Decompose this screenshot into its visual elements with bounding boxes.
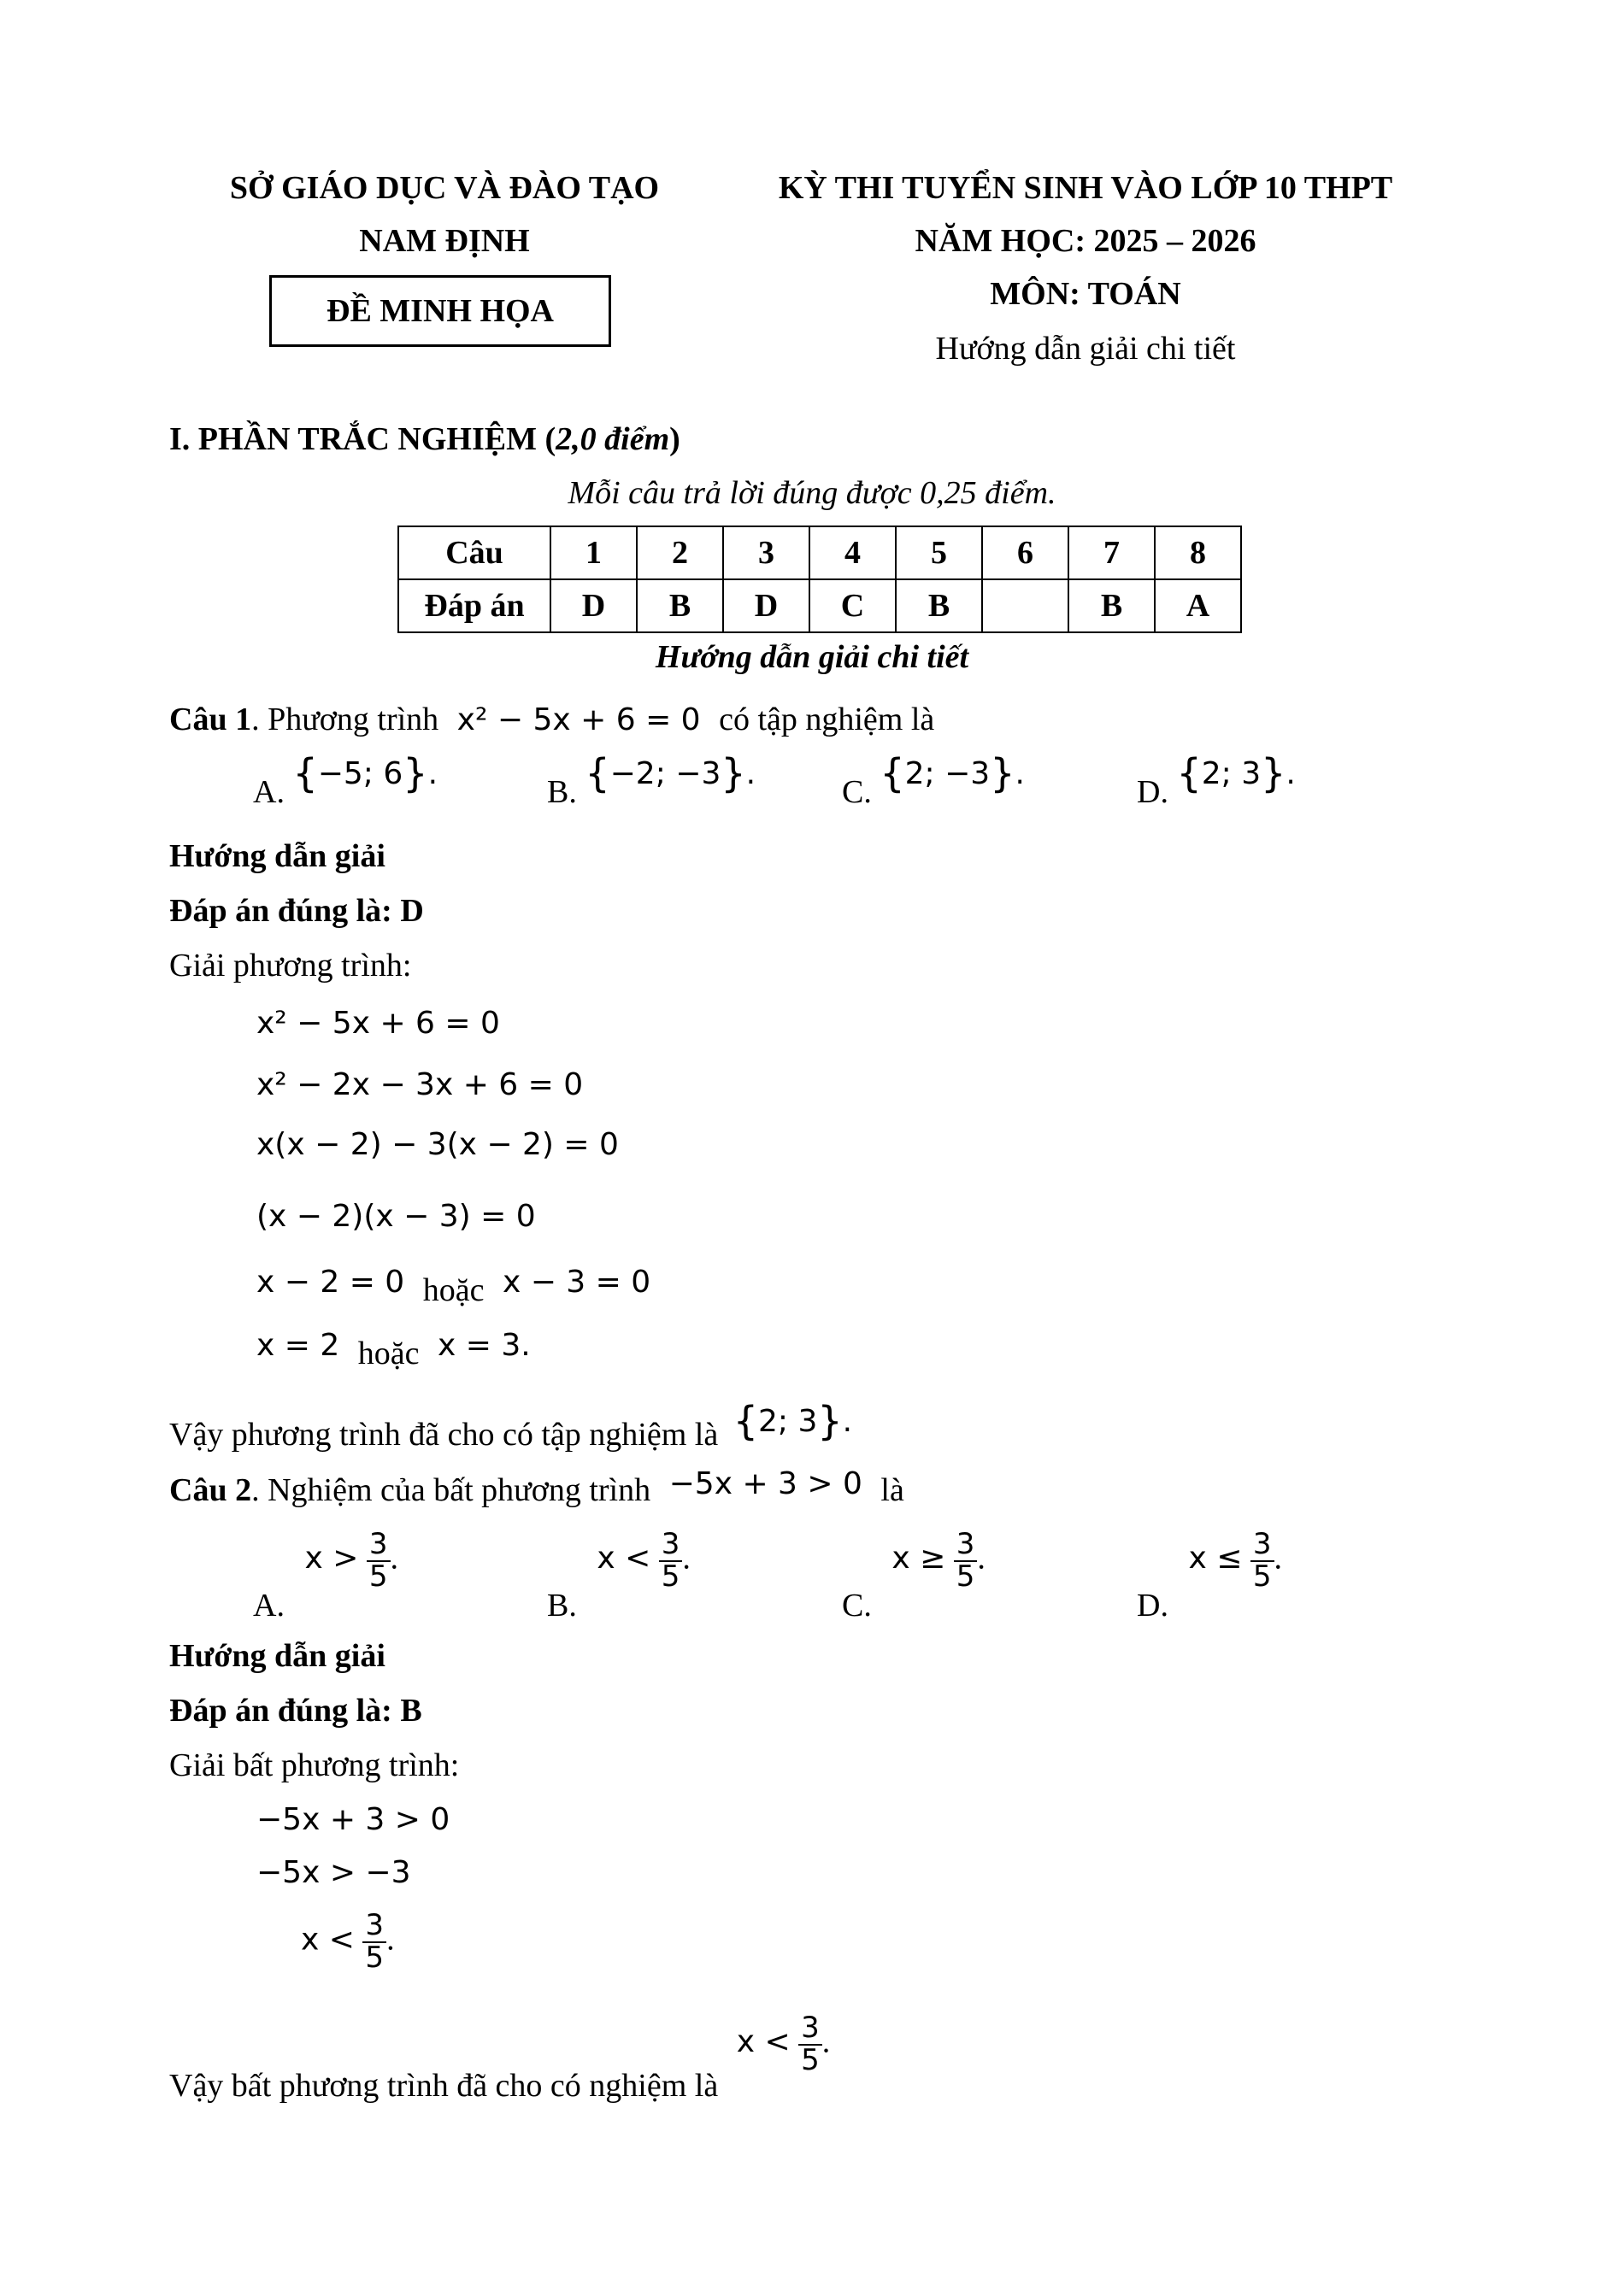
fraction-denominator: 5 — [368, 1559, 388, 1594]
option-b: B. {−2; −3}. — [547, 750, 756, 810]
math-expression: x = 3. — [438, 1328, 531, 1363]
answer-cell: B — [1068, 579, 1155, 632]
fraction-numerator: 3 — [798, 2013, 822, 2046]
conclusion: Vậy phương trình đã cho có tập nghiệm là {2; 3}. — [169, 1398, 853, 1453]
question-number: 4 — [809, 526, 896, 579]
question-number: 1 — [550, 526, 637, 579]
fraction-numerator: 3 — [367, 1530, 391, 1562]
conclusion-text: Vậy bất phương trình đã cho có nghiệm là — [169, 2068, 719, 2105]
solution-intro: Giải bất phương trình: — [169, 1747, 460, 1783]
option-set: 2; 3 — [1201, 756, 1262, 791]
option-b: B. x < $\frac{3}{5}$ . — [547, 1527, 691, 1624]
relation: x ≥ — [891, 1541, 946, 1577]
option-set: −2; −3 — [609, 756, 721, 791]
conclusion-text: Vậy phương trình đã cho có tập nghiệm là — [169, 1417, 719, 1453]
answer-cell: A — [1155, 579, 1241, 632]
province-name: NAM ĐỊNH — [359, 223, 530, 259]
fraction-denominator: 5 — [956, 1559, 975, 1594]
option-letter: C. — [842, 1588, 872, 1624]
question-number: 7 — [1068, 526, 1155, 579]
option-c: C. {2; −3}. — [842, 750, 1025, 810]
option-d: D. x ≤ $\frac{3}{5}$ . — [1137, 1527, 1283, 1624]
answer-cell: D — [550, 579, 637, 632]
or-word: hoặc — [422, 1272, 485, 1308]
question-number: 8 — [1155, 526, 1241, 579]
fraction-numerator: 3 — [362, 1911, 386, 1943]
option-set: 2; −3 — [904, 756, 991, 791]
question-text: . Nghiệm của bất phương trình — [251, 1472, 651, 1508]
option-c: C. x ≥ $\frac{3}{5}$ . — [842, 1527, 986, 1624]
answer-cell: D — [723, 579, 809, 632]
answer-table — [397, 526, 1242, 633]
option-letter: A. — [253, 774, 285, 810]
solution-step: x(x − 2) − 3(x − 2) = 0 — [256, 1127, 619, 1162]
answer-cell: B — [637, 579, 723, 632]
school-year: NĂM HỌC: 2025 – 2026 — [915, 223, 1256, 259]
option-letter: B. — [547, 1588, 577, 1624]
exam-title: KỲ THI TUYỂN SINH VÀO LỚP 10 THPT — [778, 170, 1393, 206]
question-label: Câu 2 — [169, 1472, 252, 1508]
guide-heading: Hướng dẫn giải chi tiết — [655, 639, 969, 675]
option-a: A. {−5; 6}. — [253, 750, 438, 810]
fraction-numerator: 3 — [1250, 1530, 1274, 1562]
solution-step: x² − 2x − 3x + 6 = 0 — [256, 1067, 584, 1102]
guide-label: Hướng dẫn giải — [169, 1638, 385, 1674]
answer-cell: C — [809, 579, 896, 632]
option-letter: C. — [842, 774, 872, 810]
solution-step: −5x + 3 > 0 — [256, 1802, 450, 1837]
option-d: D. {2; 3}. — [1137, 750, 1296, 810]
relation: x < — [597, 1541, 651, 1577]
fraction-denominator: 5 — [801, 2042, 820, 2077]
score-note: Mỗi câu trả lời đúng được 0,25 điểm. — [568, 475, 1056, 511]
table-header-cell: Đáp án — [398, 579, 550, 632]
math-expression: x − 3 = 0 — [502, 1265, 651, 1300]
solution-step: (x − 2)(x − 3) = 0 — [256, 1199, 536, 1234]
relation: x ≤ — [1188, 1541, 1243, 1577]
solution-step: −5x > −3 — [256, 1855, 411, 1890]
fraction-numerator: 3 — [659, 1530, 683, 1562]
question-number: 6 — [982, 526, 1068, 579]
solution-step: x² − 5x + 6 = 0 — [256, 1006, 500, 1041]
question-text: là — [880, 1472, 904, 1508]
solution-step — [256, 1326, 531, 1371]
option-set: −5; 6 — [317, 756, 403, 791]
question-1 — [169, 701, 934, 740]
option-letter: B. — [547, 774, 577, 810]
guide-label: Hướng dẫn giải — [169, 838, 385, 874]
solution-step: x < $\frac{3}{5}$ . — [301, 1908, 395, 1975]
sample-exam-box: ĐỀ MINH HỌA — [269, 275, 611, 347]
correct-answer: Đáp án đúng là: B — [169, 1693, 422, 1729]
math-expression: x − 2 = 0 — [256, 1265, 405, 1300]
equation: x² − 5x + 6 = 0 — [456, 702, 701, 737]
relation: x < — [736, 2024, 791, 2060]
fraction-denominator: 5 — [1252, 1559, 1272, 1594]
relation: x < — [301, 1922, 355, 1958]
header-subtitle: Hướng dẫn giải chi tiết — [935, 331, 1236, 367]
subject: MÔN: TOÁN — [990, 276, 1181, 312]
inequality: −5x + 3 > 0 — [668, 1466, 862, 1501]
solution-set: 2; 3 — [757, 1404, 818, 1439]
table-row — [398, 579, 1241, 632]
option-letter: D. — [1137, 774, 1168, 810]
correct-answer: Đáp án đúng là: D — [169, 893, 424, 929]
question-2 — [169, 1466, 904, 1511]
option-a: A. x > $\frac{3}{5}$ . — [253, 1527, 399, 1624]
section-title: I. PHẦN TRẮC NGHIỆM (2,0 điểm) — [169, 421, 680, 457]
question-number: 2 — [637, 526, 723, 579]
or-word: hoặc — [357, 1336, 420, 1371]
conclusion: Vậy bất phương trình đã cho có nghiệm là x < $\frac{3}{5}$ . — [169, 2011, 831, 2105]
option-letter: A. — [253, 1588, 285, 1624]
question-number: 5 — [896, 526, 982, 579]
fraction-denominator: 5 — [365, 1940, 385, 1975]
fraction-denominator: 5 — [661, 1559, 680, 1594]
table-row — [398, 526, 1241, 579]
solution-step — [256, 1263, 651, 1308]
question-text: có tập nghiệm là — [719, 702, 935, 737]
question-label: Câu 1 — [169, 702, 252, 737]
question-text: . Phương trình — [251, 702, 439, 737]
fraction-numerator: 3 — [954, 1530, 978, 1562]
question-number: 3 — [723, 526, 809, 579]
math-expression: x = 2 — [256, 1328, 340, 1363]
relation: x > — [304, 1541, 359, 1577]
solution-intro: Giải phương trình: — [169, 948, 412, 984]
option-letter: D. — [1137, 1588, 1168, 1624]
department-name: SỞ GIÁO DỤC VÀ ĐÀO TẠO — [229, 170, 660, 206]
table-header-cell: Câu — [398, 526, 550, 579]
answer-cell: B — [896, 579, 982, 632]
answer-cell — [982, 579, 1068, 632]
